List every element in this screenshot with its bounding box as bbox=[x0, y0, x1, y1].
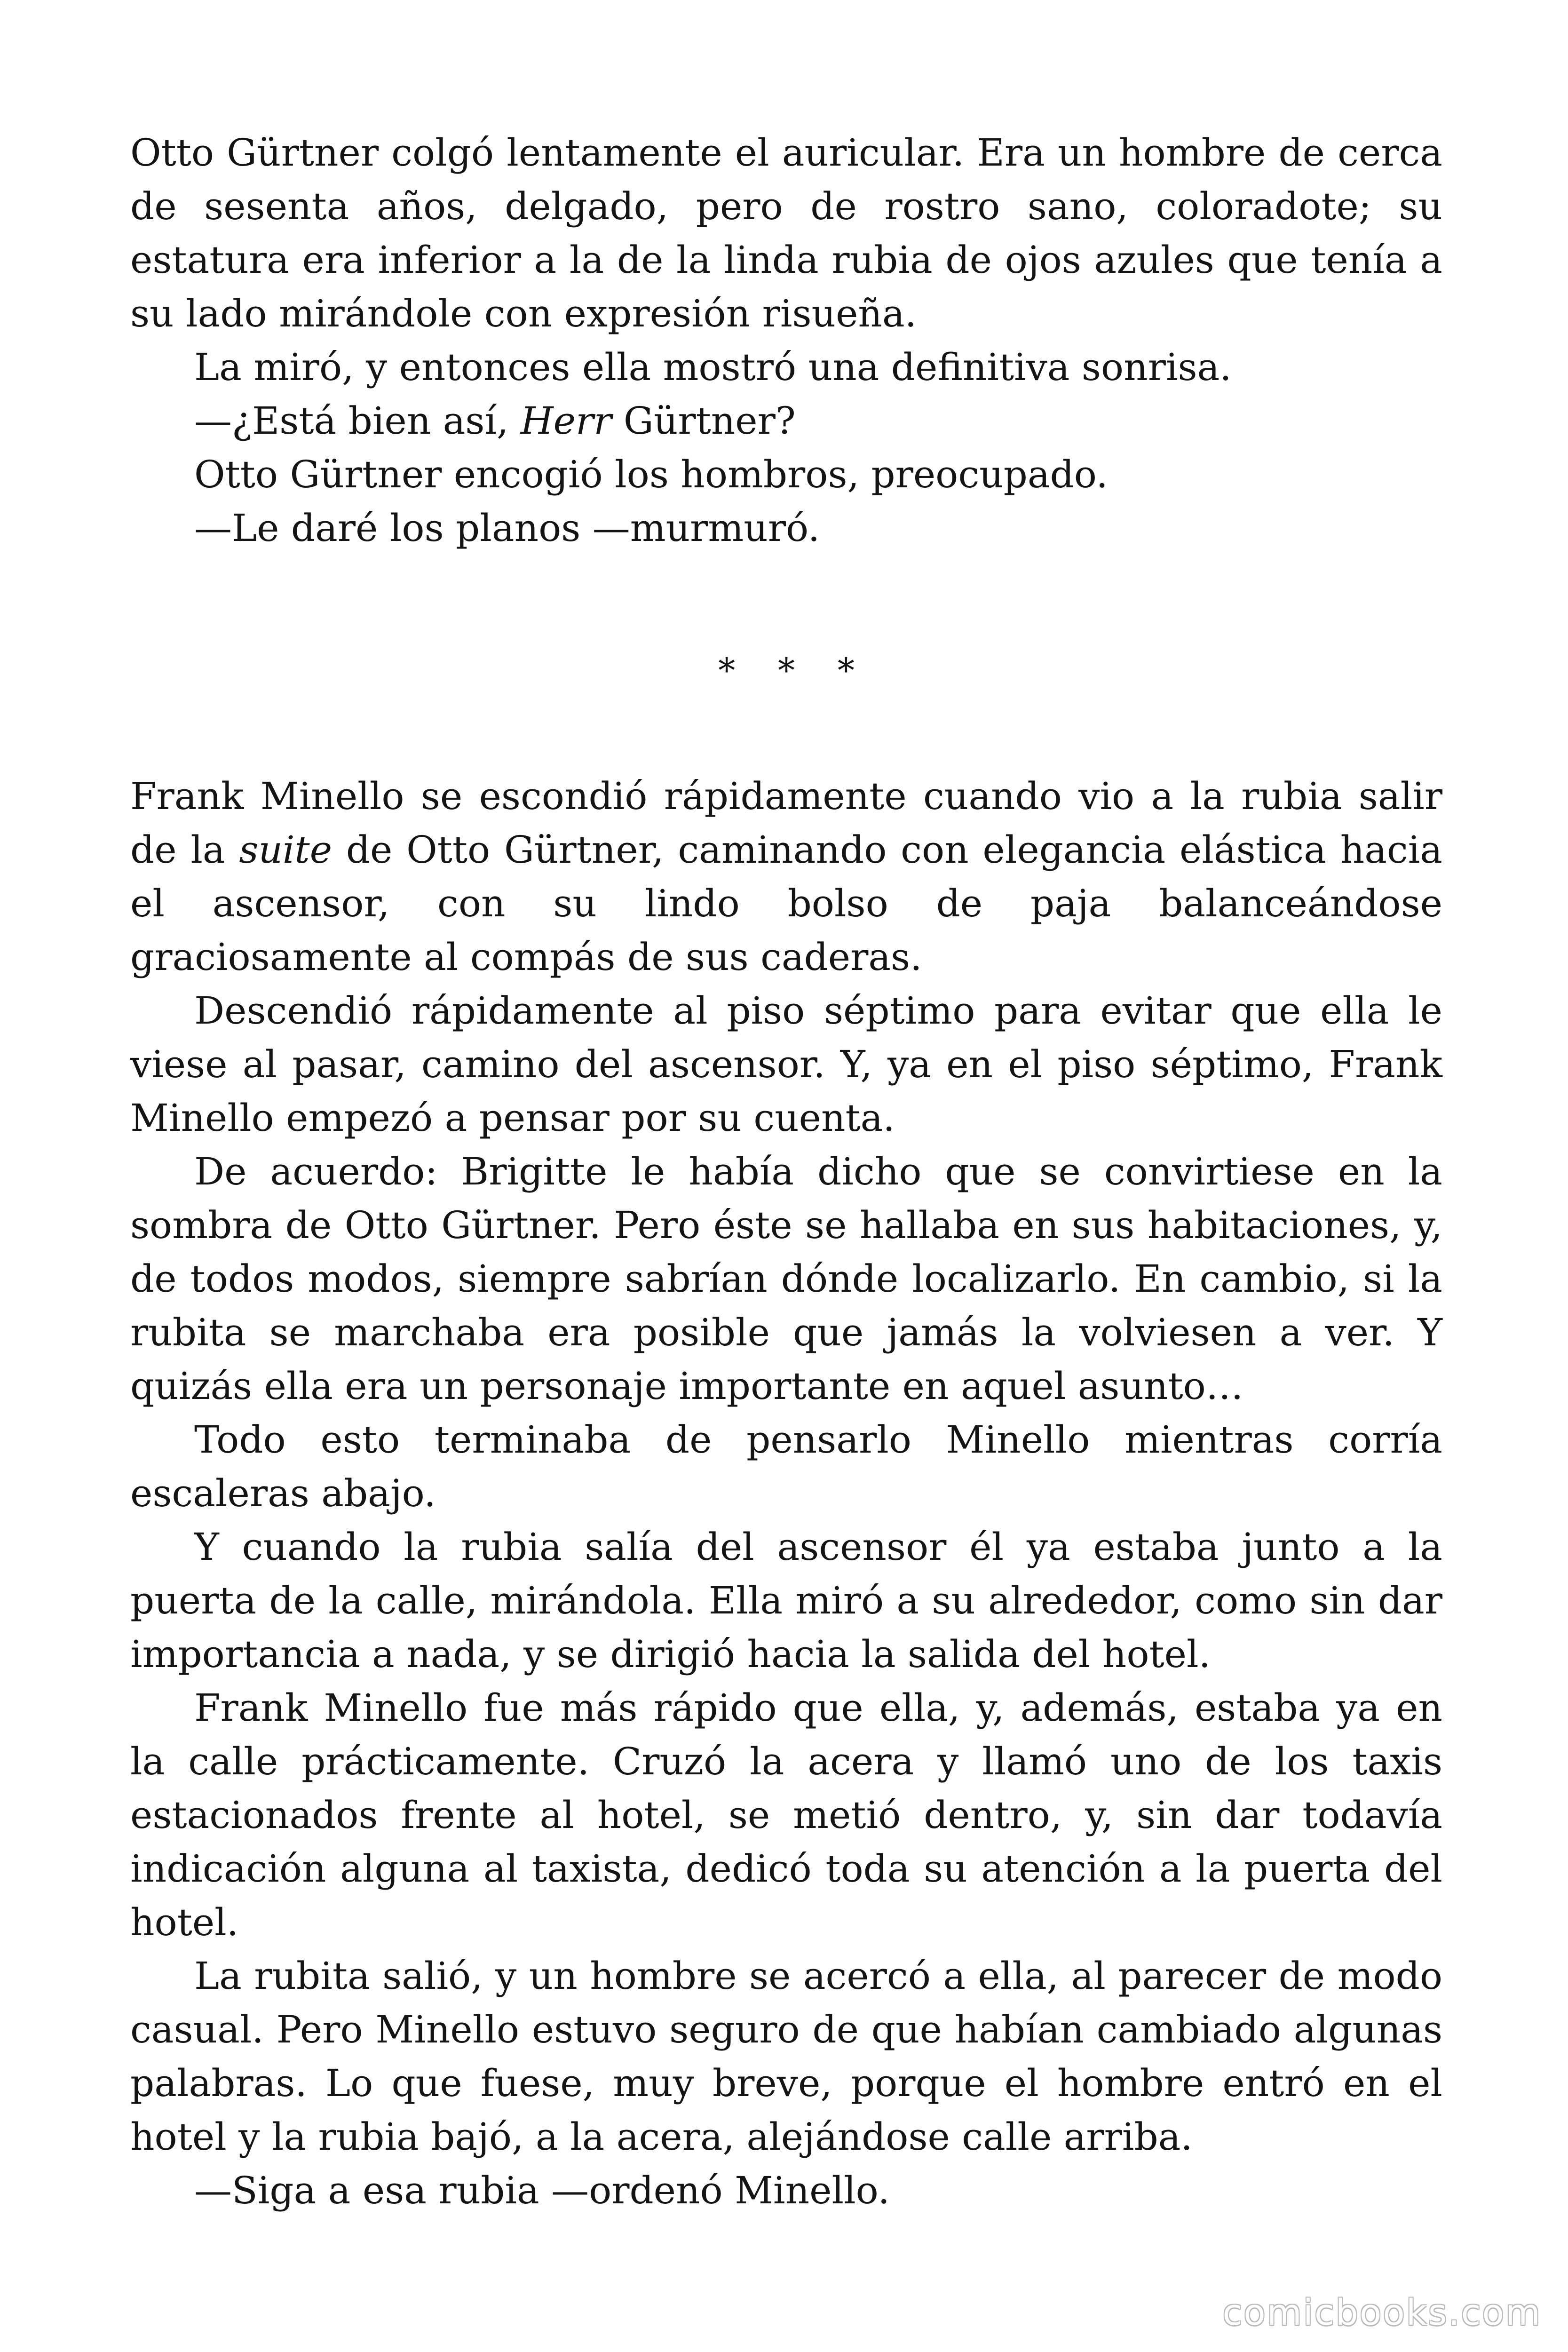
paragraph bbox=[130, 1949, 1442, 2164]
paragraph bbox=[130, 341, 1442, 394]
paragraph-text: Gürtner? bbox=[611, 399, 796, 443]
paragraph-text: Frank Minello fue más rápido que ella, y, además, estaba ya en la calle prácticamente. Cruzó la acera y llamó uno de los taxis estacionados frente al hotel, se metió dentro, y, sin dar todavía indicación alguna al taxista, dedicó toda su atención a la puerta del hotel. bbox=[130, 1686, 1442, 1944]
paragraph-text: Descendió rápidamente al piso séptimo para evitar que ella le viese al pasar, camino del ascensor. Y, ya en el piso séptimo, Frank Minello empezó a pensar por su cuenta. bbox=[130, 989, 1442, 1140]
paragraph bbox=[130, 984, 1442, 1145]
paragraph-text: Otto Gürtner colgó lentamente el auricular. Era un hombre de cerca de sesenta años, delgado, pero de rostro sano, coloradote; su estatura era inferior a la de la linda rubia de ojos azules que tenía a su lado mirándole con expresión risueña. bbox=[130, 131, 1442, 335]
paragraph bbox=[130, 770, 1442, 984]
paragraph bbox=[130, 448, 1442, 501]
paragraph-text: Todo esto terminaba de pensarlo Minello mientras corría escaleras abajo. bbox=[130, 1418, 1442, 1515]
italic-text: suite bbox=[239, 828, 333, 872]
paragraph bbox=[130, 501, 1442, 555]
paragraph-text: —Le daré los planos —murmuró. bbox=[194, 506, 820, 550]
italic-text: Herr bbox=[520, 399, 612, 443]
paragraph-text: La miró, y entonces ella mostró una definitiva sonrisa. bbox=[194, 345, 1232, 389]
scene-separator: * * * bbox=[718, 651, 871, 690]
section-top bbox=[130, 126, 1442, 555]
paragraph-text: Otto Gürtner encogió los hombros, preocupado. bbox=[194, 453, 1108, 496]
paragraph-text: La rubita salió, y un hombre se acercó a ella, al parecer de modo casual. Pero Minello estuvo seguro de que habían cambiado algunas palabras. Lo que fuese, muy breve, porque el hombre entró en el hotel y la rubia bajó, a la acera, alejándose calle arriba. bbox=[130, 1954, 1442, 2159]
paragraph bbox=[130, 1681, 1442, 1949]
paragraph bbox=[130, 126, 1442, 341]
section-bottom bbox=[130, 770, 1442, 2217]
paragraph bbox=[130, 1413, 1442, 1520]
paragraph-text: Frank Minello se escondió rápidamente cuando vio a la rubia salir de la bbox=[130, 774, 1442, 872]
paragraph bbox=[130, 1145, 1442, 1413]
paragraph-text: De acuerdo: Brigitte le había dicho que se convirtiese en la sombra de Otto Gürtner. Pero éste se hallaba en sus habitaciones, y, de todos modos, siempre sabrían dónde localizarlo. En cambio, si la rubita se marchaba era posible que jamás la volviesen a ver. Y quizás ella era un personaje importante en aquel asunto… bbox=[130, 1150, 1442, 1408]
paragraph-text: —¿Está bien así, bbox=[194, 399, 521, 443]
page-body bbox=[130, 126, 1442, 2217]
paragraph-text: de Otto Gürtner, caminando con elegancia elástica hacia el ascensor, con su lindo bolso de paja balanceándose graciosamente al compás de sus caderas. bbox=[130, 828, 1442, 979]
paragraph-text: —Siga a esa rubia —ordenó Minello. bbox=[194, 2169, 890, 2212]
paragraph bbox=[130, 1520, 1442, 1681]
paragraph-text: Y cuando la rubia salía del ascensor él ya estaba junto a la puerta de la calle, mirándola. Ella miró a su alrededor, como sin dar importancia a nada, y se dirigió hacia la salida del hotel. bbox=[130, 1525, 1442, 1676]
paragraph bbox=[130, 394, 1442, 448]
paragraph bbox=[130, 2164, 1442, 2217]
watermark-logo: comicbooks.com bbox=[1222, 2291, 1542, 2333]
